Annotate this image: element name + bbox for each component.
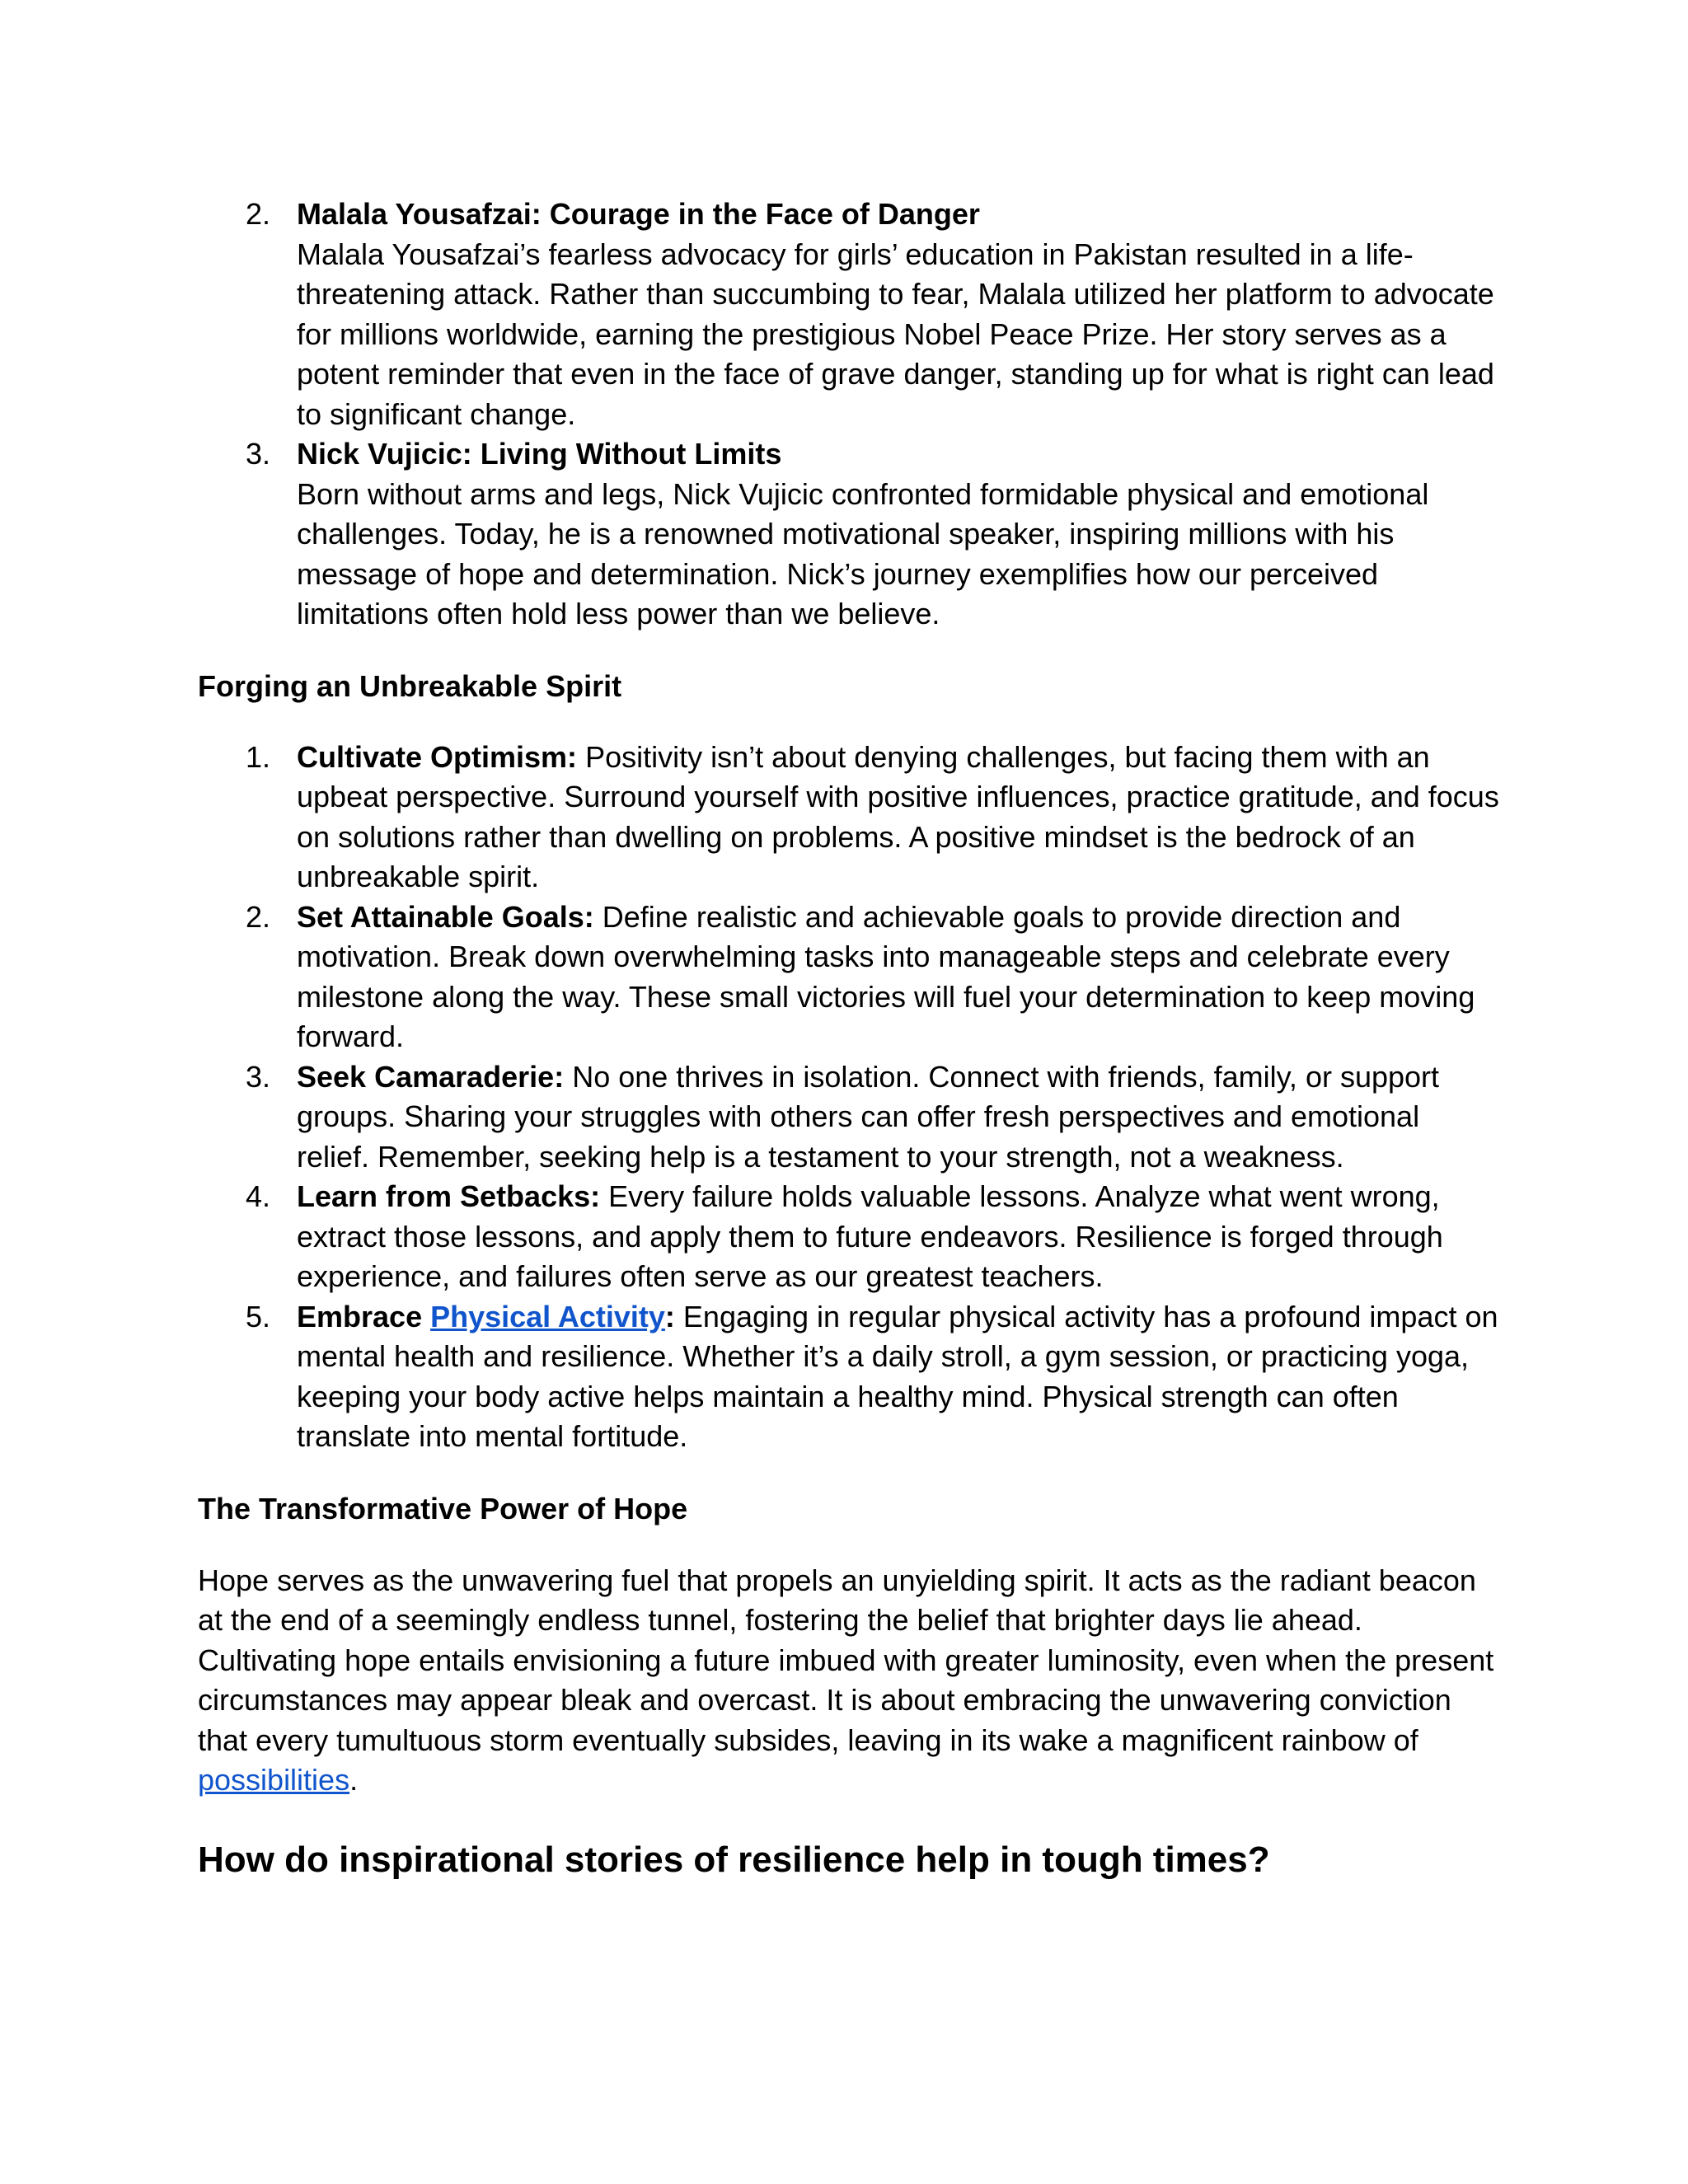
list-item [198, 1057, 1500, 1178]
item-title: Seek Camaraderie: [297, 1059, 565, 1094]
list-number: 4. [246, 1179, 271, 1213]
story-title: Malala Yousafzai: Courage in the Face of Danger [297, 197, 980, 231]
section-heading-hope: The Transformative Power of Hope [198, 1491, 688, 1526]
possibilities-link[interactable]: possibilities [198, 1763, 350, 1797]
list-item [198, 738, 1500, 898]
story-title: Nick Vujicic: Living Without Limits [297, 437, 782, 471]
list-number: 1. [246, 739, 271, 774]
item-title-suffix: : [664, 1299, 675, 1333]
item-title: Set Attainable Goals: [297, 899, 594, 934]
list-number: 3. [246, 437, 271, 471]
item-text: Engaging in regular physical activity has a profound impact on mental health and resilience. Whether it’s a daily stroll, a gym session, or practicing yoga, keeping your body active helps maintain a healthy mind. Physical strength can often translate into mental fortitude. [297, 1299, 1498, 1453]
spirit-list [198, 738, 1500, 1457]
section-heading-spirit: Forging an Unbreakable Spirit [198, 668, 622, 703]
item-text: Define realistic and achievable goals to provide direction and motivation. Break down overwhelming tasks into manageable steps and celebrate every milestone along the way. These small victories will fuel your determination to keep moving forward. [297, 899, 1475, 1053]
item-title-prefix: Embrace [297, 1299, 431, 1333]
list-item [198, 1297, 1500, 1457]
item-text: Every failure holds valuable lessons. Analyze what went wrong, extract those lessons, and apply them to future endeavors. Resilience is forged through experience, and failures often serve as our greatest teachers. [297, 1179, 1443, 1293]
physical-activity-link[interactable]: Physical Activity [430, 1299, 665, 1333]
item-title: Cultivate Optimism: [297, 739, 578, 774]
story-text: Born without arms and legs, Nick Vujicic confronted formidable physical and emotional challenges. Today, he is a renowned motivational speaker, inspiring millions with his message of hope and determination. Nick’s journey exemplifies how our perceived limitations often hold less power than we believe. [297, 476, 1429, 630]
hope-paragraph-end: . [349, 1763, 359, 1797]
item-text: No one thrives in isolation. Connect with friends, family, or support groups. Sharing your struggles with others can offer fresh perspectives and emotional relief. Remember, seeking help is a testament to your strength, not a weakness. [297, 1059, 1440, 1174]
story-text: Malala Yousafzai’s fearless advocacy for girls’ education in Pakistan resulted in a life-threatening attack. Rather than succumbing to fear, Malala utilized her platform to advocate for millions worldwide, earning the prestigious Nobel Peace Prize. Her story serves as a potent reminder that even in the face of grave danger, standing up for what is right can lead to significant change. [297, 237, 1494, 431]
list-number: 3. [246, 1059, 271, 1094]
hope-paragraph-text: Hope serves as the unwavering fuel that propels an unyielding spirit. It acts as the radiant beacon at the end of a seemingly endless tunnel, fostering the belief that brighter days lie ahead. Cultivating hope entails envisioning a future imbued with greater luminosity, even when the present circumstances may appear bleak and overcast. It is about embracing the unwavering conviction that every tumultuous storm eventually subsides, leaving in its wake a magnificent rainbow of [198, 1563, 1494, 1757]
list-number: 2. [246, 899, 271, 934]
item-text: Positivity isn’t about denying challenges, but facing them with an upbeat perspective. Surround yourself with positive influences, practice gratitude, and focus on solutions rather than dwelling on problems. A positive mindset is the bedrock of an unbreakable spirit. [297, 739, 1499, 893]
list-item [198, 434, 1500, 635]
document-content [198, 194, 1500, 1883]
item-title: Learn from Setbacks: [297, 1179, 601, 1213]
hope-paragraph [198, 1561, 1500, 1801]
list-item [198, 1177, 1500, 1297]
stories-list [198, 194, 1500, 635]
list-item [198, 194, 1500, 434]
question-heading: How do inspirational stories of resilience help in tough times? [198, 1839, 1270, 1880]
list-number: 2. [246, 197, 271, 231]
list-item [198, 898, 1500, 1057]
list-number: 5. [246, 1299, 271, 1333]
